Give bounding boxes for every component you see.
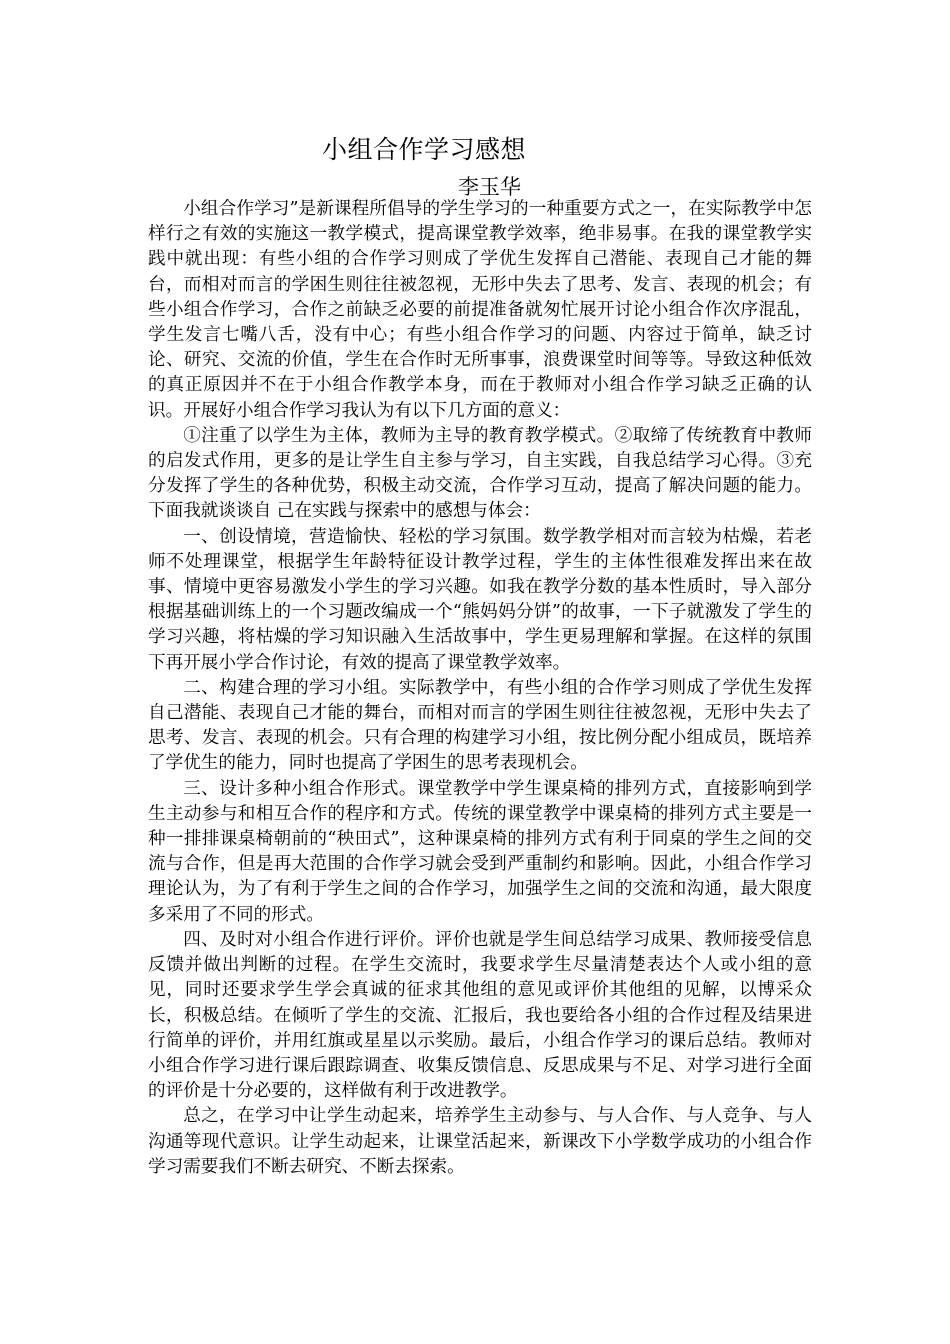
paragraph-conclusion: 总之，在学习中让学生动起来，培养学生主动参与、与人合作、与人竞争、与人沟通等现代意识。让学生动起来，让课堂活起来，新课改下小学数学成功的小组合作学习需要我们不断去研究、不断去探索。 <box>148 1106 812 1177</box>
paragraph-section-4: 四、及时对小组合作进行评价。评价也就是学生间总结学习成果、教师接受信息反馈并做出判断的过程。在学生交流时，我要求学生尽量清楚表达个人或小组的意见，同时还要求学生学会真诚的征求其他组的意见或评价其他组的见解，以博采众长，积极总结。在倾听了学生的交流、汇报后，我也要给各小组的合作过程及结果进行简单的评价，并用红旗或星星以示奖励。最后，小组合作学习的课后总结。教师对小组合作学习进行课后跟踪调查、收集反馈信息、反思成果与不足、对学习进行全面的评价是十分必要的，这样做有利于改进教学。 <box>148 929 812 1102</box>
paragraph-significance: ①注重了以学生为主体，教师为主导的教育教学模式。②取缔了传统教育中教师的启发式作用，更多的是让学生自主参与学习，自主实践，自我总结学习心得。③充分发挥了学生的各种优势，积极主动交流，合作学习互动，提高了解决问题的能力。下面我就谈谈自 己在实践与探索中的感想与体会： <box>148 425 812 522</box>
paragraph-intro: 小组合作学习”是新课程所倡导的学生学习的一种重要方式之一，在实际教学中怎样行之有效的实施这一教学模式，提高课堂教学效率，绝非易事。在我的课堂教学实践中就出现：有些小组的合作学习则成了学优生发挥自己潜能、表现自己才能的舞台，而相对而言的学困生则往往被忽视，无形中失去了思考、发言、表现的机会；有些小组合作学习，合作之前缺乏必要的前提准备就匆忙展开讨论小组合作次序混乱，学生发言七嘴八舌，没有中心；有些小组合作学习的问题、内容过于简单，缺乏讨论、研究、交流的价值，学生在合作时无所事事，浪费课堂时间等等。导致这种低效的真正原因并不在于小组合作教学本身，而在于教师对小组合作学习缺乏正确的认识。开展好小组合作学习我认为有以下几方面的意义： <box>148 199 812 421</box>
paragraph-section-2: 二、构建合理的学习小组。实际教学中，有些小组的合作学习则成了学优生发挥自己潜能、表现自己才能的舞台，而相对而言的学困生则往往被忽视，无形中失去了思考、发言、表现的机会。只有合理的构建学习小组，按比例分配小组成员，既培养了学优生的能力，同时也提高了学困生的思考表现机会。 <box>148 677 812 774</box>
document-title: 小组合作学习感想 <box>322 135 527 164</box>
document-body <box>148 197 812 1180</box>
paragraph-section-1: 一、创设情境，营造愉快、轻松的学习氛围。数学教学相对而言较为枯燥，若老师不处理课堂，根据学生年龄特征设计教学过程，学生的主体性很难发挥出来在故事、情境中更容易激发小学生的学习兴趣。如我在教学分数的基本性质时，导入部分根据基础训练上的一个习题改编成一个“熊妈妈分饼”的故事，一下子就激发了学生的学习兴趣，将枯燥的学习知识融入生活故事中，学生更易理解和掌握。在这样的氛围下再开展小学合作讨论，有效的提高了课堂教学效率。 <box>148 526 812 673</box>
paragraph-section-3: 三、设计多种小组合作形式。课堂教学中学生课桌椅的排列方式，直接影响到学生主动参与和相互合作的程序和方式。传统的课堂教学中课桌椅的排列方式主要是一种一排排课桌椅朝前的“秧田式”，这种课桌椅的排列方式有利于同桌的学生之间的交流与合作，但是再大范围的合作学习就会受到严重制约和影响。因此，小组合作学习理论认为，为了有利于学生之间的合作学习，加强学生之间的交流和沟通，最大限度多采用了不同的形式。 <box>148 778 812 925</box>
document-author: 李玉华 <box>458 175 521 199</box>
